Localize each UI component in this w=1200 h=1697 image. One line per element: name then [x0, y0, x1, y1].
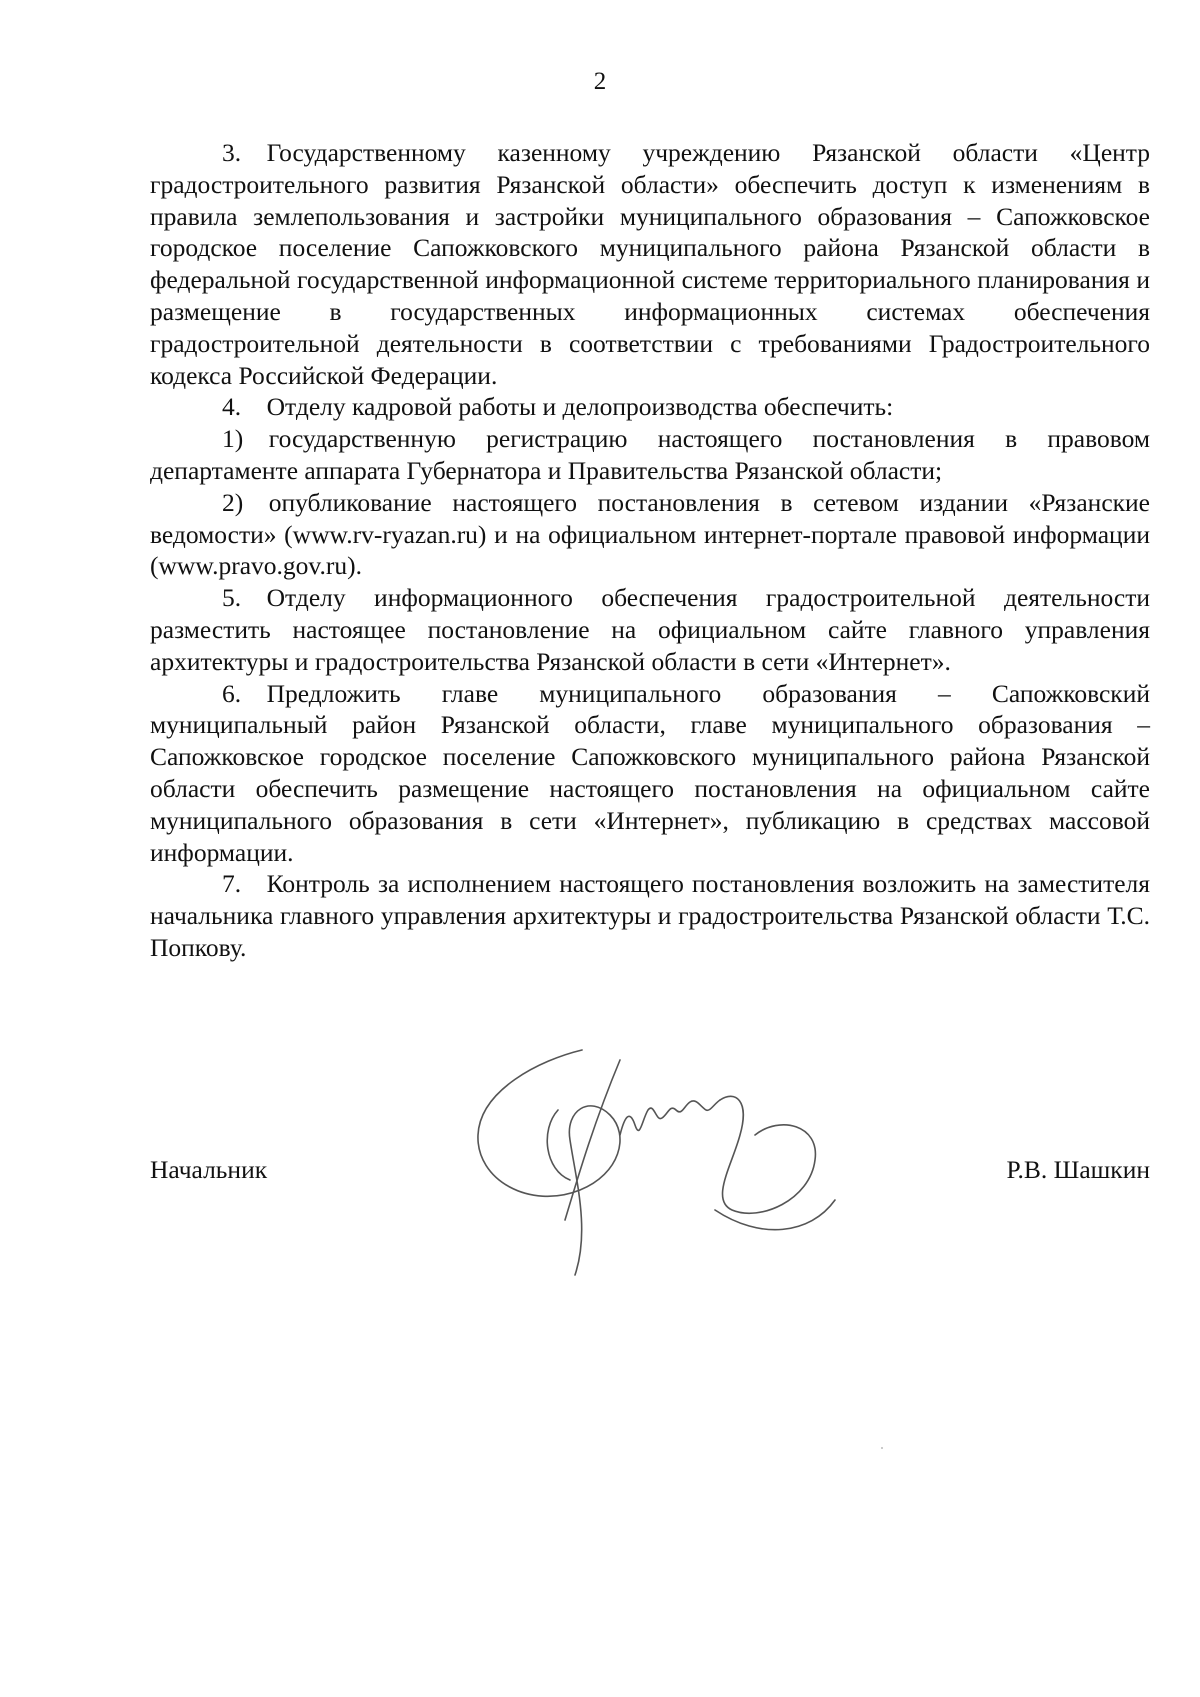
paragraph-6: 6. Предложить главе муниципального образования – Сапожковский муниципальный район Рязанской области, главе муниципального образования – Сапожковское городское поселение Сапожковского муниципального района Рязанской области обеспечить размещение настоящего постановления на официальном сайте муниципального образования в сети «Интернет», публикацию в средствах массовой информации.	[150, 678, 1150, 867]
paragraph-7: 7. Контроль за исполнением настоящего постановления возложить на заместителя начальника главного управления архитектуры и градостроительства Рязанской области Т.С. Попкову.	[150, 869, 1150, 962]
signatory-name: Р.В. Шашкин	[1006, 1155, 1150, 1184]
paragraph-5: 5. Отделу информационного обеспечения градостроительной деятельности разместить настоящее постановление на официальном сайте главного управления архитектуры и градостроительства Рязанской области в сети «Интернет».	[150, 583, 1150, 676]
signature-block	[150, 1155, 1150, 1195]
document-body	[150, 137, 1150, 964]
paragraph-4-2: 2) опубликование настоящего постановления в сетевом издании «Рязанские ведомости» (www.rv-ryazan.ru) и на официальном интернет-портале правовой информации (www.pravo.gov.ru).	[150, 487, 1150, 581]
scan-speck	[881, 1447, 883, 1449]
paragraph-4-1: 1) государственную регистрацию настоящего постановления в правовом департаменте аппарата Губернатора и Правительства Рязанской области;	[150, 424, 1150, 485]
paragraph-4: 4. Отделу кадровой работы и делопроизводства обеспечить:	[222, 392, 894, 422]
paragraph-3: 3. Государственному казенному учреждению Рязанской области «Центр градостроительного развития Рязанской области» обеспечить доступ к изменениям в правила землепользования и застройки муниципального образования – Сапожковское городское поселение Сапожковского муниципального района Рязанской области в федеральной государственной информационной системе территориального планирования и размещение в государственных информационных системах обеспечения градостроительной деятельности в соответствии с требованиями Градостроительного кодекса Российской Федерации.	[150, 138, 1150, 390]
signatory-title: Начальник	[150, 1155, 268, 1184]
page-number: 2	[593, 68, 607, 95]
